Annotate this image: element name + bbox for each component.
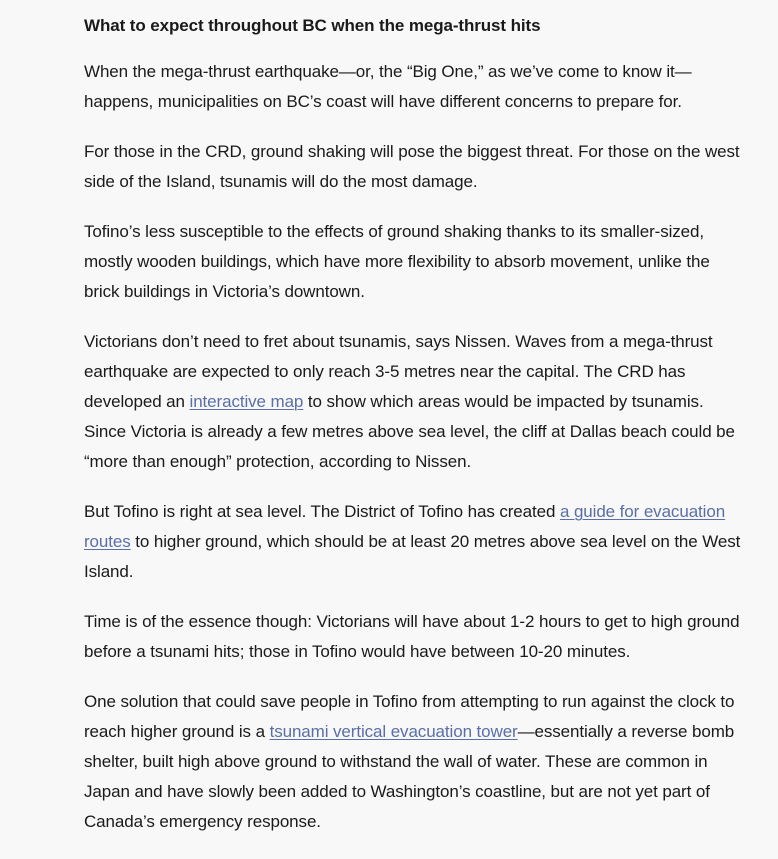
paragraph-5 (84, 497, 748, 587)
paragraph-7-text-after: —essentially a reverse bomb shelter, built high above ground to withstand the wall of water. These are common in Japan and have slowly been added to Washington’s coastline, but are not yet part of Canada’s emergency response. (84, 722, 735, 831)
interactive-map-link[interactable]: interactive map (189, 392, 304, 411)
evacuation-routes-guide-link[interactable]: a guide for evacuation routes (84, 502, 726, 551)
paragraph-4-text-before: Victorians don’t need to fret about tsunamis, says Nissen. Waves from a mega-thrust earthquake are expected to only reach 3-5 metres near the capital. The CRD has developed an (84, 332, 713, 411)
paragraph-6: Time is of the essence though: Victorians will have about 1-2 hours to get to high ground before a tsunami hits; those in Tofino would have between 10-20 minutes. (84, 612, 740, 661)
section-heading: What to expect throughout BC when the mega-thrust hits (84, 16, 541, 35)
paragraph-7-text-before: One solution that could save people in Tofino from attempting to run against the clock to reach higher ground is a (84, 692, 735, 741)
paragraph-7 (84, 687, 748, 837)
paragraph-5-text-before: But Tofino is right at sea level. The District of Tofino has created (84, 502, 560, 521)
evacuation-tower-link[interactable]: tsunami vertical evacuation tower (269, 722, 518, 741)
paragraph-1: When the mega-thrust earthquake—or, the “Big One,” as we’ve come to know it—happens, municipalities on BC’s coast will have different concerns to prepare for. (84, 62, 692, 111)
paragraph-4-text-after: to show which areas would be impacted by tsunamis. Since Victoria is already a few metres above sea level, the cliff at Dallas beach could be “more than enough” protection, according to Nissen. (84, 392, 735, 471)
paragraph-4 (84, 327, 748, 477)
paragraph-5-text-after: to higher ground, which should be at least 20 metres above sea level on the West Island. (84, 532, 741, 581)
paragraph-3: Tofino’s less susceptible to the effects of ground shaking thanks to its smaller-sized, mostly wooden buildings, which have more flexibility to absorb movement, unlike the brick buildings in Victoria’s downtown. (84, 222, 710, 301)
paragraph-2: For those in the CRD, ground shaking will pose the biggest threat. For those on the west side of the Island, tsunamis will do the most damage. (84, 142, 740, 191)
